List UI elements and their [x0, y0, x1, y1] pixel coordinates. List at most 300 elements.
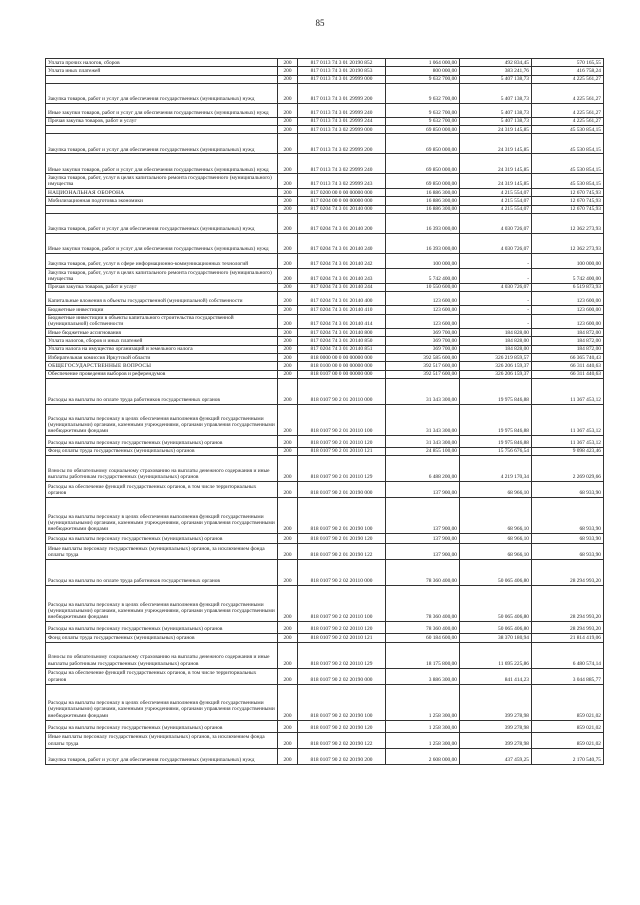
row-remaining-amount: 4 225 561,27 — [532, 75, 604, 83]
row-line-code: 200 — [278, 117, 298, 125]
row-budget-code: 817 0204 74 3 01 20140 242 — [298, 253, 386, 268]
table-row — [46, 126, 604, 134]
row-remaining-amount: 11 367 453,12 — [532, 378, 604, 404]
row-executed-amount: 4 219 170,34 — [460, 456, 532, 482]
row-approved-amount: 137 900,00 — [386, 482, 460, 498]
table-row — [46, 642, 604, 668]
row-budget-code: 818 0107 90 2 01 20190 122 — [298, 544, 386, 560]
row-remaining-amount: 28 294 993,20 — [532, 586, 604, 622]
row-executed-amount: 24 319 145,85 — [460, 154, 532, 174]
table-row — [46, 622, 604, 634]
row-approved-amount: 800 000,00 — [386, 67, 460, 75]
row-name: ОБЩЕГОСУДАРСТВЕННЫЕ ВОПРОСЫ — [46, 362, 278, 370]
row-executed-amount: 326 219 859,57 — [460, 354, 532, 362]
row-remaining-amount: 2 170 540,75 — [532, 748, 604, 764]
row-remaining-amount: 45 530 854,15 — [532, 126, 604, 134]
row-executed-amount: 4 215 554,07 — [460, 205, 532, 213]
row-remaining-amount: 859 021,02 — [532, 720, 604, 732]
row-line-code: 200 — [278, 684, 298, 720]
page-number: 85 — [315, 18, 325, 28]
row-line-code: 200 — [278, 748, 298, 764]
table-row — [46, 345, 604, 353]
row-remaining-amount: 12 670 745,93 — [532, 197, 604, 205]
row-budget-code: 818 0107 90 2 02 20110 000 — [298, 560, 386, 586]
table-row — [46, 253, 604, 268]
row-executed-amount: 399 278,98 — [460, 732, 532, 748]
row-line-code: 200 — [278, 560, 298, 586]
row-name: Расходы на выплаты персоналу в целях обеспечения выполнения функций государственными (муниципальными) органами, казенными учреждениями, органами управления государственными внебюджетными фондами — [46, 404, 278, 435]
row-line-code: 200 — [278, 642, 298, 668]
row-line-code: 200 — [278, 59, 298, 67]
table-row — [46, 329, 604, 337]
row-line-code: 200 — [278, 354, 298, 362]
row-executed-amount: 326 206 159,37 — [460, 362, 532, 370]
row-line-code: 200 — [278, 83, 298, 103]
row-line-code: 200 — [278, 67, 298, 75]
row-approved-amount: 31 343 300,00 — [386, 435, 460, 447]
row-name: Закупка товаров, работ и услуг для обеспечения государственных (муниципальных) нужд — [46, 748, 278, 764]
row-name: Расходы на выплаты персоналу в целях обеспечения выполнения функций государственными (муниципальными) органами, казенными учреждениями, органами управления государственными внебюджетными фондами — [46, 684, 278, 720]
table-row — [46, 370, 604, 378]
row-remaining-amount: 184 872,00 — [532, 337, 604, 345]
row-line-code: 200 — [278, 586, 298, 622]
row-line-code: 200 — [278, 126, 298, 134]
row-executed-amount: 68 966,10 — [460, 498, 532, 534]
row-remaining-amount: 4 225 561,27 — [532, 117, 604, 125]
row-line-code: 200 — [278, 668, 298, 684]
row-remaining-amount: 12 362 273,93 — [532, 213, 604, 233]
table-row — [46, 306, 604, 314]
row-name: Расходы на обеспечение функций государственных органов, в том числе территориальных органов — [46, 482, 278, 498]
row-name: Расходы на выплаты по оплате труда работников государственных органов — [46, 378, 278, 404]
row-remaining-amount: 9 098 423,46 — [532, 447, 604, 455]
row-approved-amount: 369 700,00 — [386, 345, 460, 353]
row-remaining-amount: 11 367 453,12 — [532, 404, 604, 435]
row-name: Закупка товаров, работ и услуг для обеспечения государственных (муниципальных) нужд — [46, 134, 278, 154]
table-row — [46, 634, 604, 642]
row-approved-amount: 9 632 700,00 — [386, 103, 460, 117]
row-budget-code: 817 0204 74 3 01 20140 414 — [298, 314, 386, 329]
row-remaining-amount: 4 225 561,27 — [532, 83, 604, 103]
row-executed-amount: 184 828,00 — [460, 345, 532, 353]
table-row — [46, 197, 604, 205]
row-executed-amount: 5 407 138,73 — [460, 103, 532, 117]
table-row — [46, 117, 604, 125]
row-approved-amount: 6 488 200,00 — [386, 456, 460, 482]
row-executed-amount: 68 966,10 — [460, 544, 532, 560]
row-line-code: 200 — [278, 213, 298, 233]
row-line-code: 200 — [278, 292, 298, 306]
table-row — [46, 292, 604, 306]
row-approved-amount: 9 632 700,00 — [386, 117, 460, 125]
row-budget-code: 818 0107 90 2 01 20110 000 — [298, 378, 386, 404]
row-remaining-amount: 66 365 740,43 — [532, 354, 604, 362]
row-budget-code: 817 0113 74 3 02 29999 000 — [298, 126, 386, 134]
row-executed-amount: 24 319 145,85 — [460, 134, 532, 154]
budget-execution-table — [45, 58, 604, 765]
table-row — [46, 134, 604, 154]
table-row — [46, 498, 604, 534]
row-remaining-amount: 68 933,90 — [532, 534, 604, 544]
row-approved-amount: 2 608 000,00 — [386, 748, 460, 764]
row-budget-code: 817 0204 74 3 01 20140 000 — [298, 205, 386, 213]
row-line-code: 200 — [278, 435, 298, 447]
row-budget-code: 817 0113 74 3 01 20190 852 — [298, 59, 386, 67]
row-remaining-amount: 6 519 873,93 — [532, 283, 604, 291]
row-name: Фонд оплаты труда государственных (муниципальных) органов — [46, 447, 278, 455]
row-name: Уплата налогов, сборов и иных платежей — [46, 337, 278, 345]
row-remaining-amount: 5 742 400,00 — [532, 268, 604, 283]
row-executed-amount: - — [460, 253, 532, 268]
row-name: Расходы на выплаты персоналу в целях обеспечения выполнения функций государственными (муниципальными) органами, казенными учреждениями, органами управления государственными внебюджетными фондами — [46, 586, 278, 622]
row-line-code: 200 — [278, 337, 298, 345]
row-line-code: 200 — [278, 174, 298, 189]
row-approved-amount: 16 886 300,00 — [386, 205, 460, 213]
row-line-code: 200 — [278, 103, 298, 117]
row-line-code: 200 — [278, 134, 298, 154]
row-approved-amount: 369 700,00 — [386, 329, 460, 337]
row-line-code: 200 — [278, 498, 298, 534]
table-row — [46, 482, 604, 498]
row-approved-amount: 1 064 000,00 — [386, 59, 460, 67]
row-remaining-amount: 11 367 453,12 — [532, 435, 604, 447]
row-line-code: 200 — [278, 634, 298, 642]
table-row — [46, 732, 604, 748]
row-budget-code: 818 0107 90 2 02 20110 100 — [298, 586, 386, 622]
row-budget-code: 817 0204 74 3 01 20140 200 — [298, 213, 386, 233]
row-approved-amount: 1 258 300,00 — [386, 720, 460, 732]
row-executed-amount: 399 278,98 — [460, 720, 532, 732]
row-name: Уплата иных платежей — [46, 67, 278, 75]
row-name: Капитальные вложения в объекты государственной (муниципальной) собственности — [46, 292, 278, 306]
row-budget-code: 818 0107 90 2 02 20190 000 — [298, 668, 386, 684]
row-name: Иные бюджетные ассигнования — [46, 329, 278, 337]
row-line-code: 200 — [278, 75, 298, 83]
row-approved-amount: 16 886 300,00 — [386, 197, 460, 205]
row-executed-amount: 383 241,76 — [460, 67, 532, 75]
row-approved-amount: 5 742 400,00 — [386, 268, 460, 283]
row-budget-code: 818 0107 90 2 02 20190 120 — [298, 720, 386, 732]
table-row — [46, 354, 604, 362]
row-remaining-amount: 859 021,02 — [532, 732, 604, 748]
row-name: Бюджетные инвестиции в объекты капитального строительства государственной (муниципальной) собственности — [46, 314, 278, 329]
row-name: Закупка товаров, работ и услуг для обеспечения государственных (муниципальных) нужд — [46, 213, 278, 233]
row-remaining-amount: 859 021,02 — [532, 684, 604, 720]
row-remaining-amount: 3 044 885,77 — [532, 668, 604, 684]
table-row — [46, 447, 604, 455]
row-line-code: 200 — [278, 456, 298, 482]
row-executed-amount: 326 206 159,37 — [460, 370, 532, 378]
row-executed-amount: 15 756 676,54 — [460, 447, 532, 455]
row-approved-amount: 16 393 000,00 — [386, 213, 460, 233]
row-budget-code: 817 0204 74 3 01 20140 400 — [298, 292, 386, 306]
table-row — [46, 404, 604, 435]
table-row — [46, 174, 604, 189]
row-budget-code: 818 0107 90 2 01 20110 121 — [298, 447, 386, 455]
row-executed-amount: 38 370 180,94 — [460, 634, 532, 642]
row-name: Иные закупки товаров, работ и услуг для обеспечения государственных (муниципальных) нужд — [46, 233, 278, 253]
row-remaining-amount: 12 362 273,93 — [532, 233, 604, 253]
row-executed-amount: 68 966,10 — [460, 482, 532, 498]
row-remaining-amount: 68 933,90 — [532, 544, 604, 560]
row-approved-amount: 123 600,00 — [386, 314, 460, 329]
row-line-code: 200 — [278, 283, 298, 291]
table-row — [46, 748, 604, 764]
row-approved-amount: 392 517 600,00 — [386, 362, 460, 370]
row-executed-amount: 399 278,98 — [460, 684, 532, 720]
row-executed-amount: 841 414,23 — [460, 668, 532, 684]
row-budget-code: 818 0107 90 2 01 20110 100 — [298, 404, 386, 435]
row-approved-amount: 392 585 600,00 — [386, 354, 460, 362]
row-remaining-amount: 6 480 574,14 — [532, 642, 604, 668]
row-approved-amount: 123 600,00 — [386, 292, 460, 306]
row-name: Взносы по обязательному социальному страхованию на выплаты денежного содержания и иные выплаты работникам государственных (муниципальных) органов — [46, 642, 278, 668]
row-executed-amount: 184 828,00 — [460, 329, 532, 337]
row-name: Закупка товаров, работ, услуг в целях капитального ремонта государственного (муниципального) имущества — [46, 174, 278, 189]
row-executed-amount: 4 215 554,07 — [460, 197, 532, 205]
row-name: Расходы на выплаты персоналу государственных (муниципальных) органов — [46, 720, 278, 732]
row-remaining-amount: 28 294 993,20 — [532, 560, 604, 586]
row-budget-code: 818 0107 90 2 02 20110 120 — [298, 622, 386, 634]
row-remaining-amount: 66 311 440,63 — [532, 362, 604, 370]
row-budget-code: 817 0204 74 3 01 20140 243 — [298, 268, 386, 283]
row-approved-amount: 137 900,00 — [386, 498, 460, 534]
row-executed-amount: 5 407 138,73 — [460, 117, 532, 125]
row-budget-code: 817 0204 74 3 01 20140 244 — [298, 283, 386, 291]
row-approved-amount: 69 850 000,00 — [386, 126, 460, 134]
row-remaining-amount: 45 530 854,15 — [532, 154, 604, 174]
row-remaining-amount: 66 311 440,63 — [532, 370, 604, 378]
table-row — [46, 59, 604, 67]
row-approved-amount: 69 850 000,00 — [386, 134, 460, 154]
row-approved-amount: 78 360 400,00 — [386, 622, 460, 634]
row-budget-code: 817 0113 74 3 01 29999 200 — [298, 83, 386, 103]
row-approved-amount: 9 632 700,00 — [386, 83, 460, 103]
table-row — [46, 534, 604, 544]
row-executed-amount: 50 065 406,80 — [460, 622, 532, 634]
row-executed-amount: 4 030 726,07 — [460, 233, 532, 253]
table-row — [46, 378, 604, 404]
row-line-code: 200 — [278, 205, 298, 213]
row-remaining-amount: 45 530 854,15 — [532, 134, 604, 154]
row-executed-amount: 19 975 846,88 — [460, 435, 532, 447]
row-budget-code: 818 0107 90 2 02 20110 121 — [298, 634, 386, 642]
row-name: Взносы по обязательному социальному страхованию на выплаты денежного содержания и иные выплаты работникам государственных (муниципальных) органов — [46, 456, 278, 482]
table-row — [46, 362, 604, 370]
row-executed-amount: 4 215 554,07 — [460, 189, 532, 197]
row-remaining-amount: 570 165,55 — [532, 59, 604, 67]
row-name: Закупка товаров, работ, услуг в сфере информационно-коммуникационных технологий — [46, 253, 278, 268]
row-executed-amount: 24 319 145,85 — [460, 126, 532, 134]
row-budget-code: 817 0204 00 0 00 00000 000 — [298, 197, 386, 205]
row-approved-amount: 78 360 400,00 — [386, 586, 460, 622]
row-budget-code: 818 0107 90 2 01 20190 120 — [298, 534, 386, 544]
row-budget-code: 817 0204 74 3 01 20140 850 — [298, 337, 386, 345]
row-budget-code: 817 0204 74 3 01 20140 240 — [298, 233, 386, 253]
row-budget-code: 818 0107 90 2 01 20190 100 — [298, 498, 386, 534]
row-name: Прочая закупка товаров, работ и услуг — [46, 117, 278, 125]
row-remaining-amount: 45 530 854,15 — [532, 174, 604, 189]
row-name — [46, 205, 278, 213]
row-budget-code: 818 0107 90 2 02 20110 129 — [298, 642, 386, 668]
row-executed-amount: 437 459,25 — [460, 748, 532, 764]
row-remaining-amount: 184 872,00 — [532, 345, 604, 353]
row-budget-code: 818 0000 00 0 00 00000 000 — [298, 354, 386, 362]
table-row — [46, 75, 604, 83]
row-name — [46, 75, 278, 83]
row-remaining-amount: 123 600,00 — [532, 306, 604, 314]
row-executed-amount: 5 407 138,73 — [460, 83, 532, 103]
table-row — [46, 435, 604, 447]
table-row — [46, 233, 604, 253]
row-budget-code: 817 0113 74 3 01 20190 853 — [298, 67, 386, 75]
row-executed-amount: 4 030 726,07 — [460, 283, 532, 291]
row-budget-code: 818 0107 90 2 01 20110 120 — [298, 435, 386, 447]
row-approved-amount: 16 393 000,00 — [386, 233, 460, 253]
row-name — [46, 126, 278, 134]
row-remaining-amount: 68 933,90 — [532, 498, 604, 534]
row-remaining-amount: 21 814 419,06 — [532, 634, 604, 642]
table-row — [46, 268, 604, 283]
row-budget-code: 817 0113 74 3 01 29999 244 — [298, 117, 386, 125]
row-line-code: 200 — [278, 314, 298, 329]
row-approved-amount: 3 886 300,00 — [386, 668, 460, 684]
row-budget-code: 817 0200 00 0 00 00000 000 — [298, 189, 386, 197]
row-budget-code: 817 0204 74 3 01 20140 800 — [298, 329, 386, 337]
row-approved-amount: 18 175 800,00 — [386, 642, 460, 668]
row-budget-code: 818 0107 90 2 02 20190 122 — [298, 732, 386, 748]
row-remaining-amount: 28 294 993,20 — [532, 622, 604, 634]
row-remaining-amount: 123 600,00 — [532, 314, 604, 329]
row-approved-amount: 78 360 400,00 — [386, 560, 460, 586]
row-budget-code: 818 0100 00 0 00 00000 000 — [298, 362, 386, 370]
row-line-code: 200 — [278, 345, 298, 353]
row-budget-code: 817 0204 74 3 01 20140 851 — [298, 345, 386, 353]
row-approved-amount: 100 000,00 — [386, 253, 460, 268]
row-line-code: 200 — [278, 544, 298, 560]
row-approved-amount: 369 700,00 — [386, 337, 460, 345]
row-name: Расходы на выплаты персоналу в целях обеспечения выполнения функций государственными (муниципальными) органами, казенными учреждениями, органами управления государственными внебюджетными фондами — [46, 498, 278, 534]
row-name: Иные закупки товаров, работ и услуг для обеспечения государственных (муниципальных) нужд — [46, 154, 278, 174]
table-row — [46, 337, 604, 345]
row-name: Обеспечение проведения выборов и референдумов — [46, 370, 278, 378]
row-approved-amount: 137 900,00 — [386, 544, 460, 560]
row-budget-code: 818 0107 90 2 01 20190 000 — [298, 482, 386, 498]
row-approved-amount: 10 550 600,00 — [386, 283, 460, 291]
row-executed-amount: 24 319 145,85 — [460, 174, 532, 189]
table-row — [46, 189, 604, 197]
row-executed-amount: 50 065 406,80 — [460, 586, 532, 622]
row-executed-amount: 19 975 846,88 — [460, 378, 532, 404]
row-line-code: 200 — [278, 378, 298, 404]
row-budget-code: 817 0204 74 3 01 20140 410 — [298, 306, 386, 314]
row-remaining-amount: 4 225 561,27 — [532, 103, 604, 117]
table-row — [46, 456, 604, 482]
row-name: Расходы на выплаты персоналу государственных (муниципальных) органов — [46, 622, 278, 634]
row-budget-code: 818 0107 00 0 00 00000 000 — [298, 370, 386, 378]
table-row — [46, 544, 604, 560]
row-name: Уплата налога на имущество организаций и земельного налога — [46, 345, 278, 353]
row-line-code: 200 — [278, 732, 298, 748]
row-remaining-amount: 184 872,00 — [532, 329, 604, 337]
row-approved-amount: 69 850 000,00 — [386, 154, 460, 174]
row-name: Уплата прочих налогов, сборов — [46, 59, 278, 67]
table-row — [46, 560, 604, 586]
row-line-code: 200 — [278, 233, 298, 253]
row-approved-amount: 16 886 300,00 — [386, 189, 460, 197]
row-approved-amount: 392 517 600,00 — [386, 370, 460, 378]
row-executed-amount: 5 407 138,73 — [460, 75, 532, 83]
row-remaining-amount: 68 933,90 — [532, 482, 604, 498]
row-executed-amount: - — [460, 306, 532, 314]
table-row — [46, 586, 604, 622]
row-executed-amount: 19 975 846,88 — [460, 404, 532, 435]
row-line-code: 200 — [278, 189, 298, 197]
row-approved-amount: 1 258 300,00 — [386, 732, 460, 748]
row-approved-amount: 31 343 300,00 — [386, 404, 460, 435]
row-line-code: 200 — [278, 404, 298, 435]
row-executed-amount: 50 065 406,80 — [460, 560, 532, 586]
row-remaining-amount: 416 758,24 — [532, 67, 604, 75]
row-budget-code: 818 0107 90 2 02 20190 100 — [298, 684, 386, 720]
row-approved-amount: 24 855 100,00 — [386, 447, 460, 455]
row-name: Расходы на обеспечение функций государственных органов, в том числе территориальных органов — [46, 668, 278, 684]
row-name: Бюджетные инвестиции — [46, 306, 278, 314]
row-executed-amount: - — [460, 292, 532, 306]
row-name: Избирательная комиссия Иркутской области — [46, 354, 278, 362]
row-line-code: 200 — [278, 720, 298, 732]
row-line-code: 200 — [278, 362, 298, 370]
row-line-code: 200 — [278, 329, 298, 337]
row-name: Расходы на выплаты по оплате труда работников государственных органов — [46, 560, 278, 586]
table-row — [46, 283, 604, 291]
row-line-code: 200 — [278, 447, 298, 455]
row-remaining-amount: 2 269 029,66 — [532, 456, 604, 482]
row-line-code: 200 — [278, 154, 298, 174]
table-row — [46, 314, 604, 329]
row-remaining-amount: 100 000,00 — [532, 253, 604, 268]
row-budget-code: 817 0113 74 3 02 29999 243 — [298, 174, 386, 189]
row-line-code: 200 — [278, 482, 298, 498]
table-row — [46, 154, 604, 174]
row-approved-amount: 9 632 700,00 — [386, 75, 460, 83]
table-row — [46, 720, 604, 732]
row-name: Иные выплаты персоналу государственных (муниципальных) органов, за исключением фонда оплаты труда — [46, 544, 278, 560]
table-row — [46, 684, 604, 720]
row-line-code: 200 — [278, 370, 298, 378]
row-remaining-amount: 123 600,00 — [532, 292, 604, 306]
row-line-code: 200 — [278, 253, 298, 268]
row-approved-amount: 1 258 300,00 — [386, 684, 460, 720]
row-executed-amount: - — [460, 268, 532, 283]
row-line-code: 200 — [278, 306, 298, 314]
row-approved-amount: 123 600,00 — [386, 306, 460, 314]
row-name: Иные выплаты персоналу государственных (муниципальных) органов, за исключением фонда оплаты труда — [46, 732, 278, 748]
row-approved-amount: 69 850 000,00 — [386, 174, 460, 189]
row-executed-amount: 68 966,10 — [460, 534, 532, 544]
row-approved-amount: 31 343 300,00 — [386, 378, 460, 404]
row-name: Расходы на выплаты персоналу государственных (муниципальных) органов — [46, 435, 278, 447]
table-row — [46, 668, 604, 684]
row-name: Мобилизационная подготовка экономики — [46, 197, 278, 205]
row-name: Закупка товаров, работ, услуг в целях капитального ремонта государственного (муниципального) имущества — [46, 268, 278, 283]
row-name: Закупка товаров, работ и услуг для обеспечения государственных (муниципальных) нужд — [46, 83, 278, 103]
row-budget-code: 818 0107 90 2 02 20190 200 — [298, 748, 386, 764]
row-line-code: 200 — [278, 268, 298, 283]
row-executed-amount: 11 695 225,86 — [460, 642, 532, 668]
row-executed-amount: 184 828,00 — [460, 337, 532, 345]
row-name: НАЦИОНАЛЬНАЯ ОБОРОНА — [46, 189, 278, 197]
